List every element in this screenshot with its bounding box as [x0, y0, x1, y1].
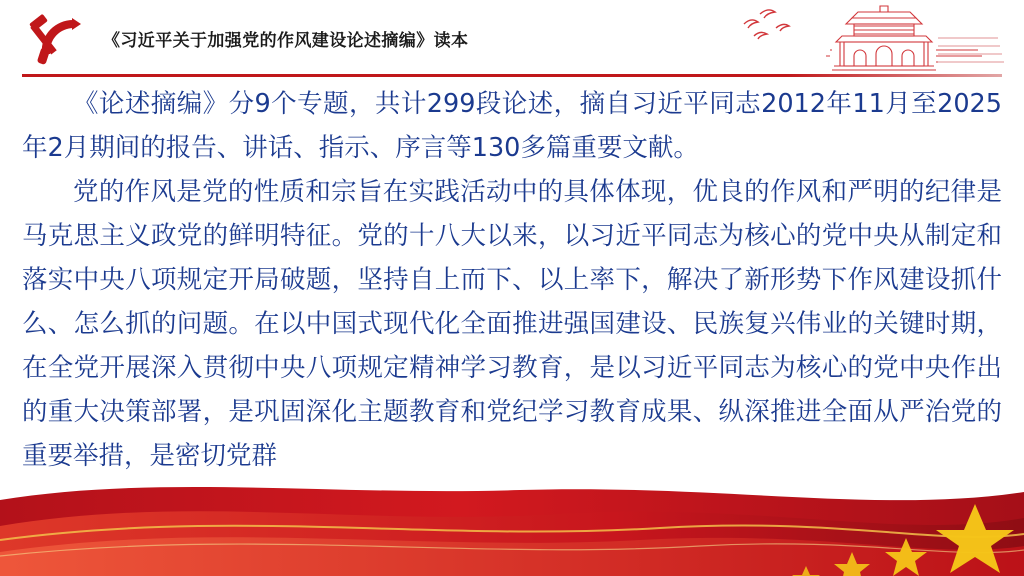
party-emblem-hammer-sickle-icon	[26, 12, 88, 70]
page-title: 《习近平关于加强党的作风建设论述摘编》读本	[103, 31, 469, 50]
tiananmen-line-art-icon	[738, 2, 1008, 74]
paragraph-1: 《论述摘编》分9个专题，共计299段论述，摘自习近平同志2012年11月至2025年2月期间的报告、讲话、指示、序言等130多篇重要文献。	[22, 89, 1002, 163]
paragraph-2: 党的作风是党的性质和宗旨在实践活动中的具体体现，优良的作风和严明的纪律是马克思主义政党的鲜明特征。党的十八大以来，以习近平同志为核心的党中央从制定和落实中央八项规定开局破题，坚持自上而下、以上率下，解决了新形势下作风建设抓什么、怎么抓的问题。在以中国式现代化全面推进强国建设、民族复兴伟业的关键时期，在全党开展深入贯彻中央八项规定精神学习教育，是以习近平同志为核心的党中央作出的重大决策部署，是巩固深化主题教育和党纪学习教育成果、纵深推进全面从严治党的重要举措，是密切党群	[22, 177, 1002, 471]
header-divider	[22, 74, 1002, 77]
document-body	[0, 82, 1024, 482]
slide-header	[0, 0, 1024, 78]
red-ribbon-decoration-icon	[0, 456, 1024, 576]
doves-icon	[744, 10, 789, 39]
